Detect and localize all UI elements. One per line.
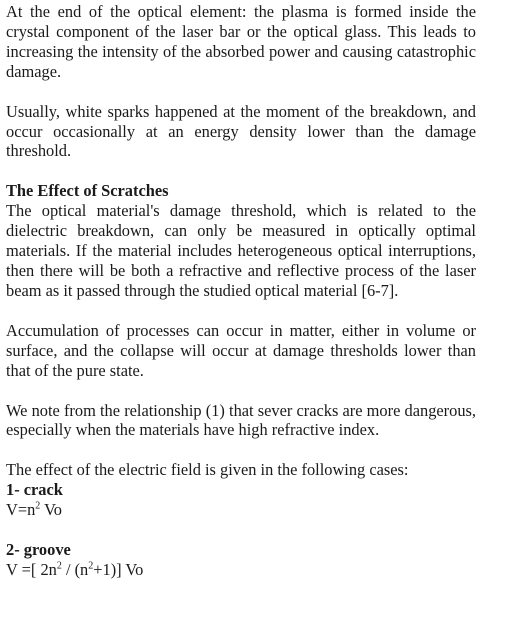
- paragraph-gap: [6, 440, 476, 460]
- crack-equation-right: Vo: [40, 500, 63, 520]
- paragraph-gap: [6, 301, 476, 321]
- paragraph-accumulation: Accumulation of processes can occur in matter, either in volume or surface, and the collapse will occur at damage thresholds lower than that of the pure state.: [6, 320, 476, 380]
- groove-equation: [6, 560, 476, 580]
- paragraph-gap: [6, 161, 476, 181]
- groove-equation-part-c: +1)] Vo: [93, 559, 144, 579]
- paragraph-gap: [6, 381, 476, 401]
- crack-equation-exponent: 2: [35, 500, 41, 512]
- section-heading: The Effect of Scratches: [6, 181, 169, 201]
- paragraph-gap: [6, 520, 476, 540]
- document-page: [6, 2, 476, 580]
- paragraph-damage-threshold: The optical material's damage threshold, which is related to the dielectric breakdown, can only be measured in optically optimal materials. If the material includes heterogeneous optical interruptions, then there will be both a refractive and reflective process of the laser beam as it passed through the studied optical material [6-7].: [6, 201, 476, 300]
- groove-equation-part-b: / (n: [61, 559, 89, 579]
- paragraph-white-sparks: Usually, white sparks happened at the moment of the breakdown, and occur occasionally at an energy density lower than the damage threshold.: [6, 101, 476, 161]
- paragraph-relationship: We note from the relationship (1) that sever cracks are more dangerous, especially when the materials have high refractive index.: [6, 400, 476, 440]
- case-crack-label: 1- crack: [6, 480, 63, 500]
- groove-equation-part-a: V =[ 2n: [6, 559, 57, 579]
- groove-equation-exponent-2: 2: [88, 560, 94, 572]
- paragraph-gap: [6, 82, 476, 102]
- crack-equation-left: V=n: [6, 500, 36, 520]
- paragraph-electric-field: The effect of the electric field is given in the following cases:: [6, 460, 409, 480]
- case-groove-label: 2- groove: [6, 540, 71, 560]
- crack-equation: [6, 500, 476, 520]
- paragraph-plasma: At the end of the optical element: the plasma is formed inside the crystal component of the laser bar or the optical glass. This leads to increasing the intensity of the absorbed power and causing catastrophic damage.: [6, 2, 476, 81]
- groove-equation-exponent-1: 2: [56, 560, 62, 572]
